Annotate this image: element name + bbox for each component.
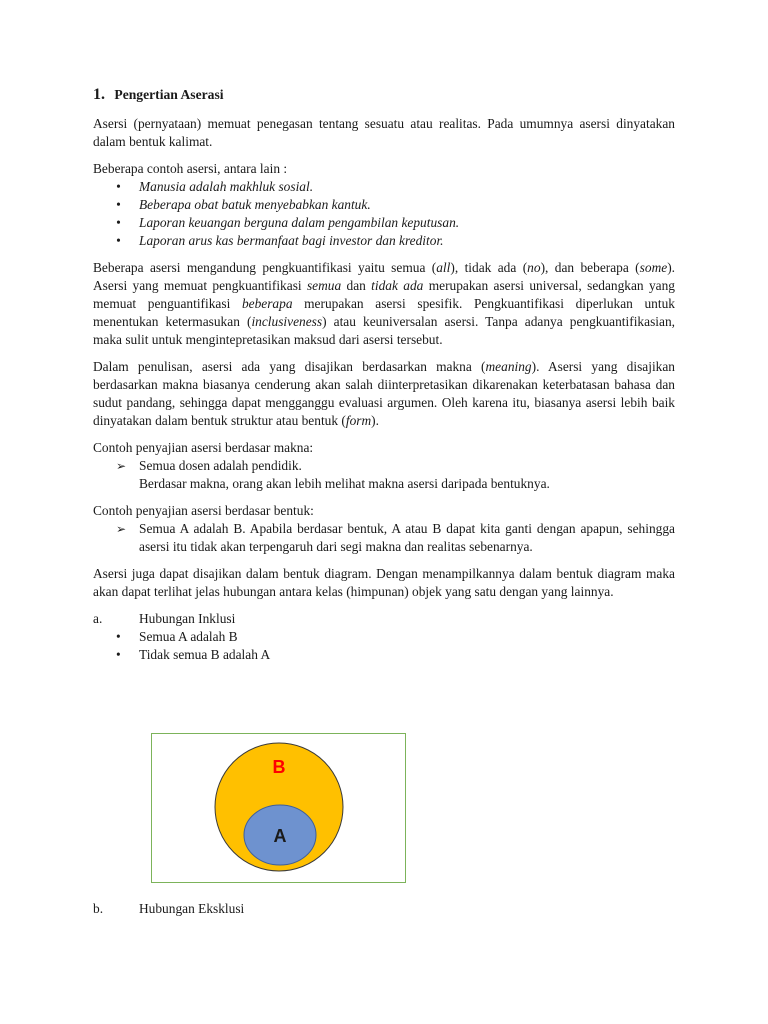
list-item: • Laporan arus kas bermanfaat bagi investor dan kreditor. (93, 232, 675, 250)
text-run: merupakan asersi universal, sedangkan yang memuat penguantifikasi (93, 278, 675, 311)
section-a-title: Hubungan Inklusi (139, 611, 236, 626)
list-item (93, 520, 675, 556)
italic-term: beberapa (241, 296, 293, 311)
meaning-example-intro: Contoh penyajian asersi berdasar makna: (93, 440, 314, 455)
text-run: Dalam penulisan, asersi ada yang disajikan berdasarkan makna ( (93, 359, 486, 374)
examples-intro: Beberapa contoh asersi, antara lain : (93, 161, 288, 176)
form-example-list (93, 520, 675, 556)
italic-term: meaning (485, 359, 532, 374)
section-a-heading (93, 610, 675, 628)
list-item: • Beberapa obat batuk menyebabkan kantuk. (93, 196, 675, 214)
examples-list (93, 178, 675, 250)
text-run: ). Asersi yang disajikan berdasarkan makna biasanya cenderung akan salah diinterpretasikan dikarenakan keterbatasan bahasa dan sudut pandang, sehingga dapat mengganggu evaluasi argumen. Oleh karena itu, biasanya asersi lebih baik dinyatakan dalam bentuk struktur atau bentuk ( (93, 359, 675, 428)
text-run: Beberapa asersi mengandung pengkuantifikasi yaitu semua ( (93, 260, 437, 275)
section-b-marker: b. (93, 901, 104, 916)
form-example-item: Semua A adalah B. Apabila berdasar bentuk, A atau B dapat kita ganti dengan apapun, sehingga asersi itu tidak akan terpengaruh dari segi makna dan realitas sebenarnya. (139, 521, 675, 554)
text-run: dan (341, 278, 372, 293)
arrow-bullet-icon: ➢ (116, 459, 127, 473)
italic-term: no (527, 260, 541, 275)
list-item (93, 457, 675, 493)
list-item: • Tidak semua B adalah A (93, 646, 675, 664)
heading-number: 1. (93, 86, 105, 103)
list-item: • Manusia adalah makhluk sosial. (93, 178, 675, 196)
section-heading (93, 86, 675, 104)
meaning-example-list (93, 457, 675, 493)
inclusion-diagram (151, 733, 406, 883)
text-run: ). (371, 413, 379, 428)
paragraph-meaning-form (93, 358, 675, 430)
document-content (93, 86, 675, 664)
section-a-list (93, 628, 675, 664)
italic-term: all (436, 260, 451, 275)
paragraph-diagram: Asersi juga dapat disajikan dalam bentuk diagram. Dengan menampilkannya dalam bentuk diagram maka akan dapat terlihat jelas hubungan antara kelas (himpunan) objek yang satu dengan yang lainnya. (93, 566, 675, 599)
italic-term: tidak ada (371, 278, 424, 293)
inner-set-label: A (273, 826, 287, 846)
venn-diagram (152, 734, 407, 884)
list-item: • Laporan keuangan berguna dalam pengambilan keputusan. (93, 214, 675, 232)
section-a-marker: a. (93, 611, 103, 626)
italic-term: semua (306, 278, 342, 293)
meaning-example-note: Berdasar makna, orang akan lebih melihat makna asersi daripada bentuknya. (139, 476, 550, 491)
italic-term: some (639, 260, 668, 275)
section-b-heading (93, 900, 244, 918)
arrow-bullet-icon: ➢ (116, 522, 127, 536)
paragraph-quantifier (93, 259, 675, 349)
form-example-intro: Contoh penyajian asersi berdasar bentuk: (93, 503, 314, 518)
outer-set-label: B (272, 757, 286, 777)
text-run: merupakan asersi spesifik. Pengkuantifikasi diperlukan untuk menentukan ketermasukan ( (93, 296, 675, 329)
list-item: • Semua A adalah B (93, 628, 675, 646)
text-run: ), tidak ada ( (450, 260, 528, 275)
heading-title: Pengertian Aserasi (114, 87, 224, 102)
section-b-title: Hubungan Eksklusi (139, 901, 245, 916)
meaning-example-item: Semua dosen adalah pendidik. (139, 458, 302, 473)
italic-term: form (345, 413, 372, 428)
text-run: ). Asersi yang memuat pengkuantifikasi (93, 260, 675, 293)
paragraph-definition: Asersi (pernyataan) memuat penegasan tentang sesuatu atau realitas. Pada umumnya asersi dinyatakan dalam bentuk kalimat. (93, 116, 675, 149)
text-run: ), dan beberapa ( (540, 260, 640, 275)
text-run: ) atau keuniversalan asersi. Tanpa adanya pengkuantifikasian, maka sulit untuk mengintepretasikan maksud dari asersi tersebut. (93, 314, 675, 347)
italic-term: inclusiveness (251, 314, 323, 329)
